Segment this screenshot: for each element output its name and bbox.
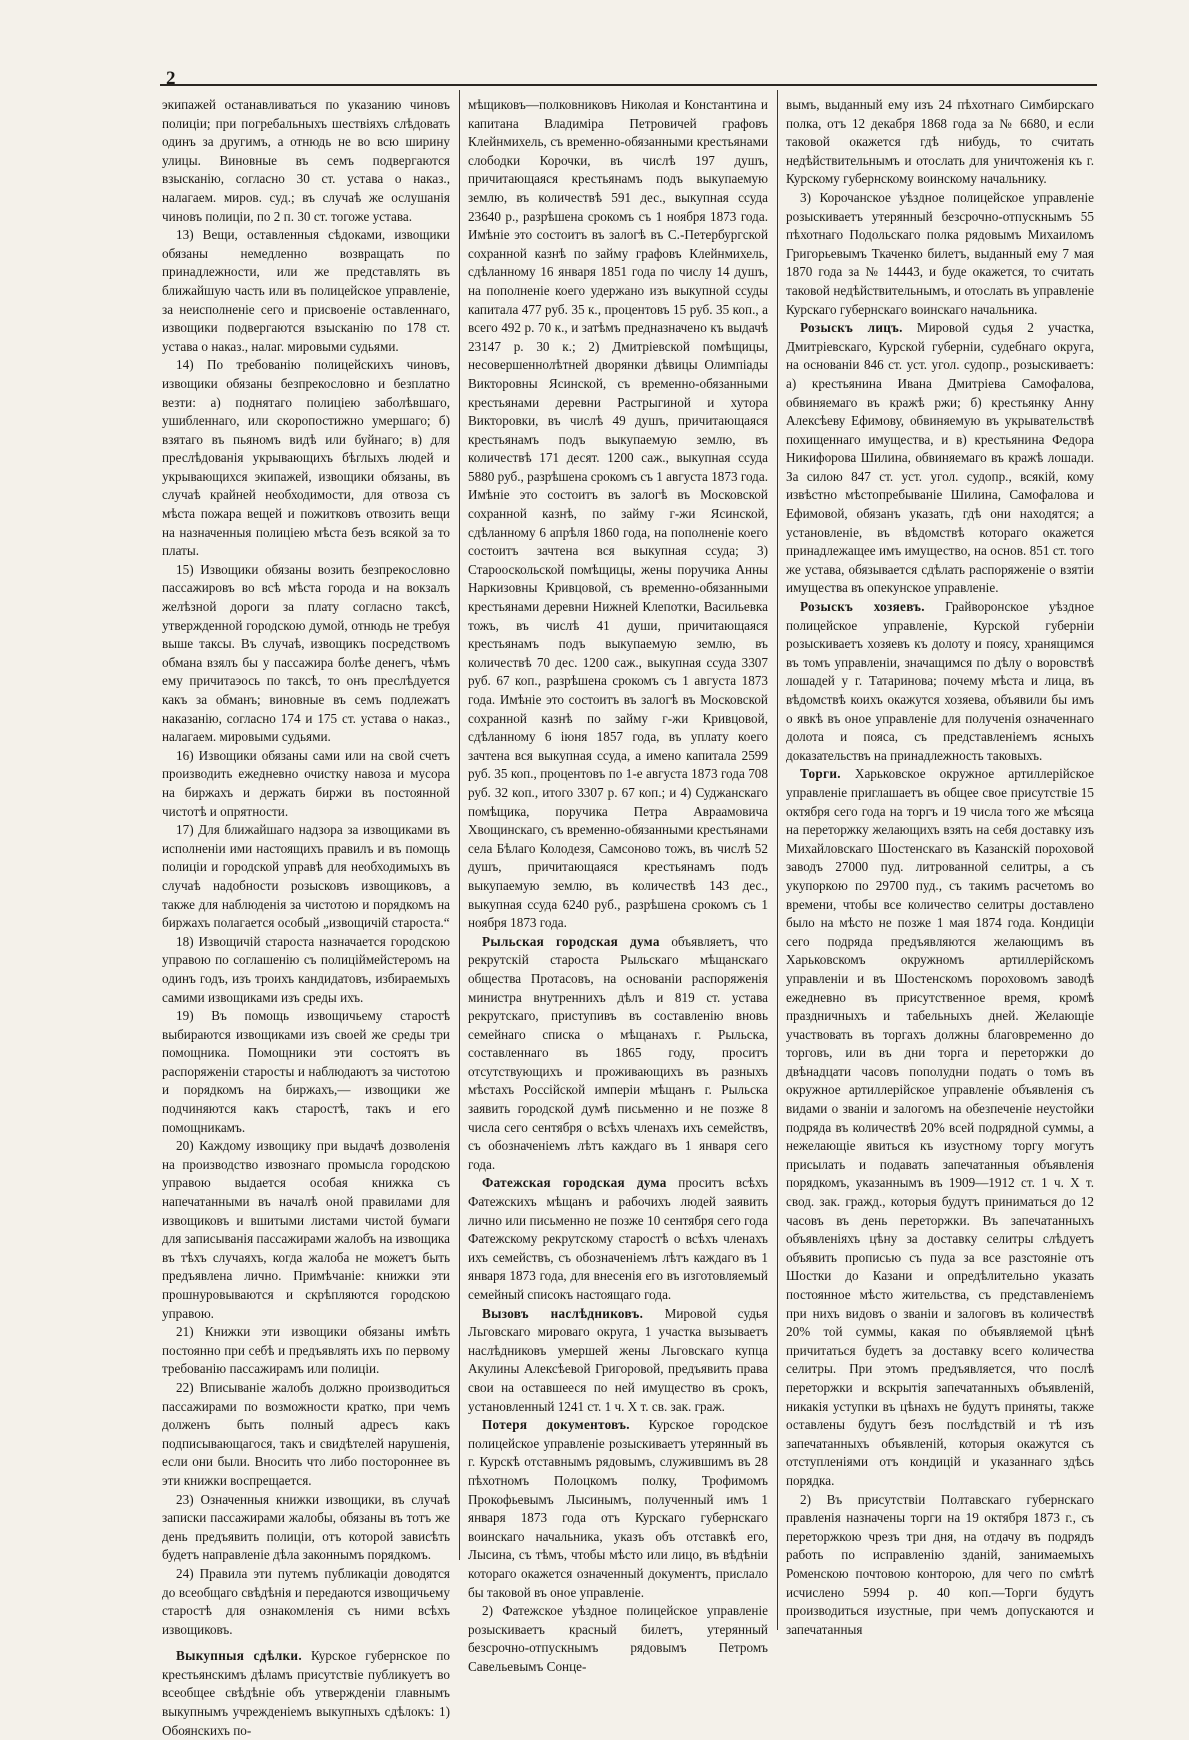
paragraph: 23) Означенныя книжки извощики, въ случаѣ записки пассажирами жалобы, обязаны въ тотъ же день предъявить полиціи, отъ которой зависѣть будетъ направленіе дѣла законнымъ порядкомъ. [162,1491,450,1563]
paragraph: 20) Каждому извощику при выдачѣ дозволенія на производство извознаго промысла городскою управою выдается особая книжка съ напечатанными въ началѣ оной правилами для извощиковъ и вшитыми листами чистой бумаги для записыванія пассажирами жалобъ на извощика въ тѣхъ случаяхъ, когда жалоба не можетъ быть предъявлена лично. Примѣчаніе: книжки эти прошнуровываются и скрѣпляются городскою управою. [162,1138,450,1321]
section-paragraph [162,1647,450,1740]
section-heading: Розыскъ хозяевъ. [800,599,925,615]
column-2 [468,96,769,1674]
section-heading: Торги. [800,766,841,782]
section-paragraph: Вызовъ наслѣдниковъ. Мировой судья Льговскаго мироваго округа, 1 участка вызываетъ наслѣдниковъ умершей жены Льговскаго купца Акулины Алексѣевой Григоровой, предъявить права свои на оставшееся по ней имущество въ срокъ, установленный 1241 ст. 1 ч. X т. св. зак. граж. [468,1305,768,1414]
section-paragraph: Розыскъ лицъ. Мировой судья 2 участка, Дмитріевскаго, Курской губерніи, судебнаго округа, на основаніи 846 ст. уст. угол. судопр., розыскиваетъ: а) крестьянина Ивана Дмитріева Самофалова, обвиняемаго въ кражѣ ржи; б) крестьянку Анну Алексѣеву Ефимову, обвиняемую въ укрывательствѣ похищеннаго имущества, и в) крестьянина Федора Никифорова Шилина, обвиняемаго въ кражѣ лошади. За силою 847 ст. уст. угол. судопр., всякій, кому извѣстно мѣстопребываніе Шилина, Самофалова и Ефимовой, обязанъ указать, гдѣ они находятся; а установленіе, въ вѣдомствѣ котораго окажется принадлежащее имъ имущество, на основ. 851 ст. того же устава, обязывается сдѣлать распоряженіе о взятіи имущества въ опекунское управленіе. [786,320,1094,596]
paragraph: мѣщиковъ—полковниковъ Николая и Константина и капитана Владиміра Петровичей графовъ Клейнмихель, съ временно-обязанными крестьянами слободки Корочки, въ числѣ 197 душъ, причитающаяся крестьянамъ подъ выкупаемую землю, въ количествѣ 591 дес., выкупная ссуда 23640 р., разрѣшена срокомъ съ 1 ноября 1873 года. Имѣніе это состоитъ въ залогѣ въ С.-Петербургской сохранной казнѣ по займу графовъ Клейнмихель, сдѣланному 16 января 1851 года по числу 14 душъ, на пополненіе коего удержано изъ выкупной ссуды капитала 477 руб. 35 к., процентовъ 15 руб. 35 коп., а всего 492 р. 70 к., и затѣмъ предназначено къ выдачѣ 23147 р. 30 к.; 2) Дмитріевской помѣщицы, несовершеннолѣтней дворянки дѣвицы Олимпіады Викторовны Ясинской, съ временно-обязанными крестьянами деревни Растрыгиной и хутора Викторовки, въ числѣ 49 душъ, причитающаяся крестьянамъ подъ выкупаемую землю, въ количествѣ 171 десят. 1200 саж., выкупная ссуда 5880 руб., разрѣшена срокомъ съ 1 августа 1873 года. Имѣніе это состоитъ въ залогѣ въ Московской сохранной казнѣ, по займу г-жи Ясинской, сдѣланному 6 апрѣля 1860 года, на пополненіе коего состоитъ зачтена вся выкупная ссуда; 3) Старооскольской помѣщицы, жены поручика Анны Наркизовны Кривцовой, съ временно-обязанными крестьянами деревни Нижней Клепотки, Васильевка тожъ, въ числѣ 41 души, причитающаяся крестьянамъ подъ выкупаемую землю, въ количествѣ 70 дес. 1200 саж., выкупная ссуда 3307 руб. 67 коп., разрѣшена срокомъ съ 1 августа 1873 года. Имѣніе это состоитъ въ залогѣ въ Московской сохранной казнѣ по займу г-жи Кривцовой, сдѣланному 6 іюня 1857 года, въ уплату коего зачтена вся выкупная ссуда, а имено капитала 2599 руб. 35 коп., процентовъ по 1-е августа 1873 года 708 руб. 32 коп., итого 3307 р. 67 коп.; и 4) Суджанскаго помѣщика, поручика Петра Авраамовича Хвощинскаго, съ временно-обязанными крестьянами села Бѣлаго Колодезя, Самсоново тожъ, въ числѣ 52 душъ, причитающаяся крестьянамъ подъ выкупаемую землю, въ количествѣ 143 дес., выкупная ссуда 6240 руб., разрѣшена срокомъ съ 1 ноября 1873 года. [468,97,769,931]
column-1 [162,96,451,1738]
paragraph: 16) Извощики обязаны сами или на свой счетъ производить ежедневно очистку навоза и мусора на биржахъ и держать биржи въ постоянной чистотѣ и опрятности. [162,747,450,819]
section-heading: Фатежская городская дума [482,1175,667,1191]
section-paragraph: Потеря документовъ. Курское городское полицейское управленіе розыскиваетъ утерянный въ г. Курскѣ отставнымъ рядовымъ, служившимъ въ 28 пѣхотномъ Полоцкомъ полку, Трофимомъ Прокофьевымъ Лысинымъ, полученный имъ 1 января 1873 года отъ Курскаго губернскаго воинскаго начальника, указъ объ отставкѣ его, Лысина, съ тѣмъ, чтобы мѣсто или лицо, въ вѣдѣніи котораго окажется означенный документъ, прислало бы таковой въ оное управленіе. [468,1417,769,1600]
paragraph: 18) Извощичій староста назначается городскою управою по соглашенію съ полиціймейстеромъ на одинъ годъ, изъ троихъ кандидатовъ, избираемыхъ самими извощиками изъ среды ихъ. [162,933,450,1005]
section-heading: Вызовъ наслѣдниковъ. [482,1305,644,1321]
paragraph: 17) Для ближайшаго надзора за извощиками въ исполненіи ими настоящихъ правилъ и въ помощь полиціи и городской управѣ для необходимыхъ въ случаѣ надобности розысковъ извощиковъ, а также для наблюденія за чистотою и порядкомъ на биржахъ полагается особый „извощичій староста.“ [162,822,450,931]
paragraph: 19) Въ помощь извощичьему старостѣ выбираются извощиками изъ своей же среды три помощника. Помощники эти состоятъ въ распоряженіи старосты и наблюдаютъ за чистотою и порядкомъ на биржахъ,— извощики же подчиняются какъ старостѣ, такъ и его помощникамъ. [162,1008,450,1135]
column-3 [786,96,1095,1637]
paragraph: 24) Правила эти путемъ публикаціи доводятся до всеобщаго свѣдѣнія и передаются извощичьему старостѣ для ознакомленія съ ними всѣхъ извощиковъ. [162,1565,450,1637]
column-divider [459,90,460,1560]
paragraph: 3) Корочанское уѣздное полицейское управленіе розыскиваетъ утерянный безсрочно-отпускнымъ 55 пѣхотнаго Подольскаго полка рядовымъ Михаиломъ Григорьевымъ Ткаченко билетъ, выданный ему 7 мая 1870 года за № 14443, и буде окажется, то считать таковой недѣйствительнымъ, и отослать въ управленіе Курскаго губернскаго воинскаго начальника. [786,189,1094,317]
section-paragraph: Розыскъ хозяевъ. Грайворонское уѣздное полицейское управленіе, Курской губерніи розыскиваетъ хозяевъ къ долоту и поясу, хранящимся въ томъ управленіи, значащимся по дѣлу о воровствѣ лошадей у г. Татаринова; почему мѣста и лица, въ вѣдомствѣ коихъ окажутся хозяева, объявили бы имъ о явкѣ въ оное управленіе для полученія означеннаго долота и пояса, съ представленіемъ ясныхъ доказательствъ на принадлежность таковыхъ. [786,599,1095,763]
column-divider [777,90,778,1630]
paragraph: 14) По требованію полицейскихъ чиновъ, извощики обязаны безпрекословно и безплатно везти: а) поднятаго полиціею заболѣвшаго, ушибленнаго, или скоропостижно умершаго; б) взятаго въ пьяномъ видѣ или буйнаго; в) для преслѣдованія укрывающихъ бѣглыхъ людей и укрывающихся экипажей, извощики обязаны, въ случаѣ крайней необходимости, для отвоза съ мѣста пожара вещей и пожитковъ отвозить вещи на назначенныя полиціею мѣста безъ всякой за то платы. [162,357,450,559]
section-paragraph: Рыльская городская дума объявляетъ, что рекрутскій староста Рыльскаго мѣщанскаго общества Протасовъ, на основаніи распоряженія министра внутреннихъ дѣлъ и 819 ст. устава рекрутскаго, приступивъ въ составленію вновь семейнаго списка о мѣщанахъ г. Рыльска, составленнаго въ 1865 году, проситъ отсутствующихъ и проживающихъ въ разныхъ мѣстахъ Россійской имперіи мѣщанъ г. Рыльска заявить городской думѣ письменно и не позже 8 числа сего сентября о всѣхъ членахъ ихъ семействъ, съ обозначеніемъ лѣтъ каждаго въ 1 января сего года. [468,933,768,1172]
paragraph: 21) Книжки эти извощики обязаны имѣть постоянно при себѣ и предъявлять ихъ по первому требованію пассажирамъ или полиціи. [162,1324,450,1377]
paragraph: 2) Фатежское уѣздное полицейское управленіе розыскиваетъ красный билетъ, утерянный безсрочно-отпускнымъ рядовымъ Петромъ Савельевымъ Сонце- [468,1603,768,1674]
section-text: Курское губернское по крестьянскимъ дѣламъ присутствіе публикуетъ во всеобщее свѣдѣніе объ утвержденіи главнымъ выкупнымъ учрежденіемъ выкупныхъ сдѣлокъ: 1) Обоянскихъ по- [162,1648,451,1738]
section-heading: Розыскъ лицъ. [800,320,903,336]
paragraph: вымъ, выданный ему изъ 24 пѣхотнаго Симбирскаго полка, отъ 12 декабря 1868 года за № 6680, и если таковой окажется гдѣ нибудь, то считать недѣйствительнымъ и отослать для уничтоженія къ г. Курскому губернскому воинскому начальнику. [786,97,1094,187]
section-heading: Рыльская городская дума [482,933,660,949]
paragraph: 15) Извощики обязаны возить безпрекословно пассажировъ во всѣ мѣста города и на вокзалъ желѣзной дороги за плату согласно таксѣ, утвержденной городскою думой, отнюдь не требуя выше таксы. Въ случаѣ, извощикъ посредствомъ обмана взялъ бы у пассажира болѣе денегъ, чѣмъ ему причитаэось по таксѣ, то онъ преслѣдуется какъ за обманъ; виновные въ семъ подлежатъ наказанію, согласно 174 и 175 ст. устава о наказ., налагаем. мировыми судьями. [162,561,450,745]
paragraph: экипажей останавливаться по указанию чиновъ полиціи; при погребальныхъ шествіяхъ слѣдовать одинъ за другимъ, а отнюдь не во всю ширину улицы. Виновные въ семъ подвергаются взысканію, согласно 30 ст. устава о наказ., налагаем. миров. суд.; въ случаѣ же ослушанія чиновъ полиціи, по 2 п. 30 ст. тогоже устава. [162,97,450,224]
section-paragraph: Торги. Харьковское окружное артиллерійское управленіе приглашаетъ въ общее свое присутствіе 15 октября сего года на торгъ и 19 числа того же мѣсяца на переторжку желающихъ взять на себя доставку изъ Михайловскаго Шостенскаго въ Казанскій пороховой заводъ 27000 пуд. литрованной селитры, а съ укупоркою по 29700 пуд., съ такимъ расчетомъ во времени, чтобы все количество селитры доставлено было на мѣсто не позже 1 мая 1874 года. Кондиціи сего подряда предъявляются желающимъ въ Харьковскомъ окружномъ артиллерійскомъ управленіи и въ Шостенскомъ пороховомъ заводѣ ежедневно въ присутственное время, кромѣ праздничныхъ и табельныхъ дней. Желающіе участвовать въ торгахъ должны благовременно до торговъ, или въ дни торга и переторжки до двѣнадцати часовъ пополудни подать о томъ въ окружное артиллерійское управленіе объявленія съ видами о званіи и залогомъ на обезпеченіе неустойки подряда въ количествѣ 20% всей подрядной суммы, а нежелающіе явиться къ изустному торгу могутъ присылать и подавать запечатанныя объявленія порядкомъ, указаннымъ въ 1909—1912 ст. 1 ч. X т. свод. зак. гражд., которыя будутъ приниматься до 12 часовъ въ день переторжки. Въ запечатанныхъ объявленіяхъ цѣну за доставку селитры слѣдуетъ объявить прописью съ пуда за все разстояніе отъ Шостки до Казани и опредѣлительно указать постоянное мѣсто жительства, съ представленіемъ при нихъ видовъ о званіи и залоговъ въ количествѣ 20% той суммы, какая по объявляемой цѣнѣ причитаться будетъ за доставку всего количества селитры. При этомъ предъявляется, что послѣ переторжки и вскрытія запечатанныхъ объявленій, никакія уступки въ цѣнахъ не будутъ приняты, также оставлены будутъ безъ послѣдствій и тѣ изъ запечатанныхъ объявленій, которыя окажутся съ отступленіями отъ кондицій и указаннаго здѣсь порядка. [786,766,1095,1488]
paragraph: 13) Вещи, оставленныя сѣдоками, извощики обязаны немедленно возвращать по принадлежности, или же представлять въ ближайшую часть или въ полицейское управленіе, за неисполненіе сего и присвоеніе оставленнаго, извощики подвергаются взысканію по 178 ст. устава о наказ., налаг. мировыми судьями. [162,227,450,354]
page-number: 2 [166,68,176,89]
section-heading: Потеря документовъ. [482,1417,630,1433]
header-rule [160,84,1097,86]
section-paragraph: Фатежская городская дума проситъ всѣхъ Фатежскихъ мѣщанъ и рабочихъ людей заявить лично или письменно не позже 10 сентября сего года Фатежскому рекрутскому старостѣ о всѣхъ членахъ ихъ семействъ, съ обозначеніемъ лѣтъ каждаго въ 1 января 1873 года, для внесенія его въ изготовляемый семейный списокъ настоящаго года. [468,1175,769,1302]
paragraph: 2) Въ присутствіи Полтавскаго губернскаго правленія назначены торги на 19 октября 1873 г., съ переторжкою чрезъ три дня, на отдачу въ подрядъ работь по исправленію зданій, занимаемыхъ Роменскою почтовою конторою, для чего по смѣтѣ исчислено 5994 р. 40 коп.—Торги будутъ производиться изустные, при чемъ допускаются и запечатанныя [786,1491,1094,1637]
section-heading: Выкупныя сдѣлки. [176,1648,302,1664]
paragraph: 22) Вписываніе жалобъ должно производиться пассажирами по возможности кратко, при чемъ долженъ быть полный адресъ какъ подписывающагося, такъ и свидѣтелей нарушенія, если они были. Вносить что либо постороннее въ эти книжки воспрещается. [162,1379,450,1488]
